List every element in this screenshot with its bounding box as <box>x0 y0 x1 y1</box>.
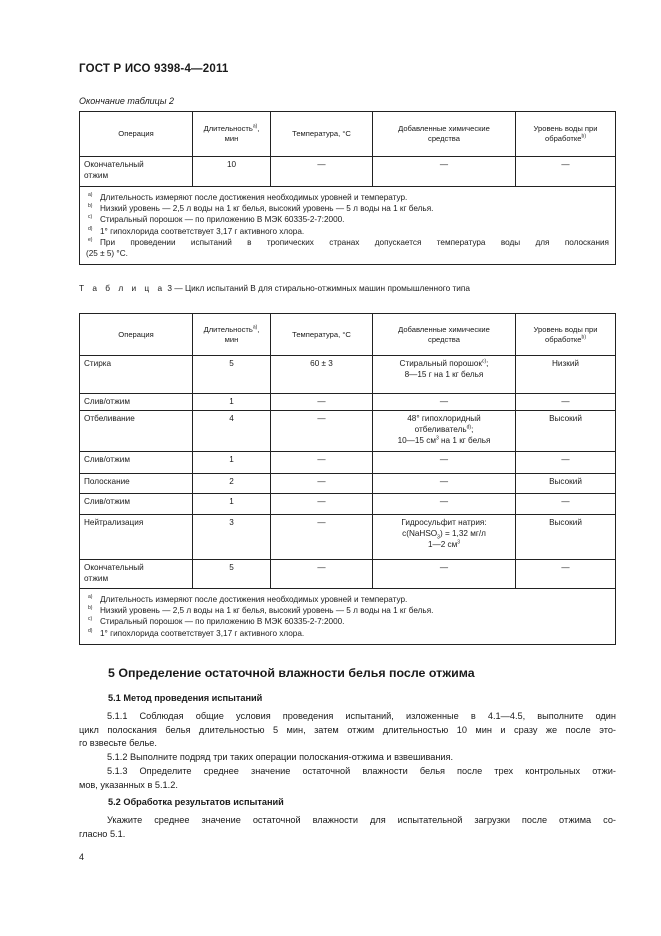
subsection-5-2-title: 5.2 Обработка результатов испытаний <box>108 797 284 807</box>
cell-temperature: 60 ± 3 <box>271 356 373 394</box>
cell-duration: 1 <box>193 452 271 474</box>
header-duration: Длительность$^{a)}$, мин <box>193 112 271 157</box>
cell-operation: Окончательный отжим <box>80 560 193 589</box>
table-row <box>80 452 616 474</box>
cell-temperature: — <box>271 394 373 411</box>
cell-operation: Отбеливание <box>80 411 193 452</box>
cell-chemicals: — <box>373 474 516 494</box>
cell-chemicals: — <box>373 157 516 187</box>
cell-temperature: — <box>271 411 373 452</box>
cell-chemicals: — <box>373 560 516 589</box>
cell-operation: Стирка <box>80 356 193 394</box>
cell-temperature: — <box>271 157 373 187</box>
footnote: b) Низкий уровень — 2,5 л воды на 1 кг белья, высокий уровень — 5 л воды на 1 кг белья. <box>88 203 434 214</box>
footnote: a) Длительность измеряют после достижения необходимых уровней и температур. <box>88 192 408 202</box>
header-duration: Длительность$^{a)}$, мин <box>193 314 271 356</box>
header-temperature: Температура, °С <box>271 314 373 356</box>
table-row <box>80 157 616 187</box>
cell-water: Высокий <box>516 515 616 560</box>
cell-duration: 2 <box>193 474 271 494</box>
cell-chemicals: — <box>373 494 516 515</box>
header-chemicals: Добавленные химические средства <box>373 112 516 157</box>
table2-footnotes-row <box>80 187 616 265</box>
section-5-title: 5 Определение остаточной влажности белья после отжима <box>108 666 475 680</box>
cell-water: Высокий <box>516 411 616 452</box>
footnote: d) 1° гипохлорида соответствует 3,17 г активного хлора. <box>88 627 305 638</box>
table-row <box>80 411 616 452</box>
cell-chemicals: Гидросульфит натрия: c(NaHSO$_3$) = 1,32 мг/л 1—2 $см^3$ <box>373 515 516 560</box>
cell-water: — <box>516 157 616 187</box>
table-row <box>80 356 616 394</box>
cell-temperature: — <box>271 494 373 515</box>
cell-operation: Слив/отжим <box>80 494 193 515</box>
cell-water: — <box>516 452 616 474</box>
cell-chemicals: 48° гипохлоридный отбеливатель$^{d)}$; 10—15 $см^3$ на 1 кг белья <box>373 411 516 452</box>
cell-operation: Нейтрализация <box>80 515 193 560</box>
cell-water: — <box>516 494 616 515</box>
cell-temperature: — <box>271 560 373 589</box>
table-row <box>80 515 616 560</box>
header-temperature: Температура, °С <box>271 112 373 157</box>
cell-duration: 1 <box>193 494 271 515</box>
table2 <box>79 111 616 265</box>
table2-footnotes <box>80 187 616 265</box>
cell-duration: 5 <box>193 356 271 394</box>
cell-water: Высокий <box>516 474 616 494</box>
header-chemicals: Добавленные химические средства <box>373 314 516 356</box>
table-row <box>80 394 616 411</box>
table2-caption: Окончание таблицы 2 <box>79 96 174 106</box>
cell-duration: 10 <box>193 157 271 187</box>
cell-temperature: — <box>271 474 373 494</box>
paragraph-5-1-2: 5.1.2 Выполните подряд три таких операции полоскания-отжима и взвешивания. <box>107 752 454 762</box>
cell-operation: Полоскание <box>80 474 193 494</box>
cell-temperature: — <box>271 452 373 474</box>
cell-temperature: — <box>271 515 373 560</box>
cell-water: Низкий <box>516 356 616 394</box>
footnote: c) Стиральный порошок — по приложению В МЭК 60335-2-7:2000. <box>88 214 345 225</box>
page-number: 4 <box>79 852 85 862</box>
paragraph-5-1-1: 5.1.1 Соблюдая общие условия проведения испытаний, изложенные в 4.1—4.5, выполните один цикл полоскания белья длительностью 5 мин, затем отжим длительностью 10 мин и сразу же после это- го взвесьте белье. <box>79 711 616 748</box>
paragraph-5-1-3: 5.1.3 Определите среднее значение остаточной влажности белья после трех контрольных отжи- мов, указанных в 5.1.2. <box>79 766 616 790</box>
table3-header-row <box>80 314 616 356</box>
subsection-5-1-title: 5.1 Метод проведения испытаний <box>108 693 263 703</box>
table-row <box>80 494 616 515</box>
cell-chemicals: — <box>373 394 516 411</box>
cell-operation: Слив/отжим <box>80 394 193 411</box>
footnote: e) При проведении испытаний в тропических странах допускается температура воды для полоскания <box>88 236 609 247</box>
cell-duration: 4 <box>193 411 271 452</box>
header-water-level: Уровень воды при обработке$^{b)}$ <box>516 112 616 157</box>
table3-footnotes <box>80 589 616 645</box>
cell-water: — <box>516 560 616 589</box>
cell-water: — <box>516 394 616 411</box>
header-water-level: Уровень воды при обработке$^{b)}$ <box>516 314 616 356</box>
footnote-continuation: (25 ± 5) °С. <box>86 249 128 259</box>
footnote: b) Низкий уровень — 2,5 л воды на 1 кг белья, высокий уровень — 5 л воды на 1 кг белья. <box>88 605 434 616</box>
footnote: d) 1° гипохлорида соответствует 3,17 г активного хлора. <box>88 225 305 236</box>
footnote: c) Стиральный порошок — по приложению В МЭК 60335-2-7:2000. <box>88 616 345 627</box>
table-row <box>80 474 616 494</box>
footnote: a) Длительность измеряют после достижения необходимых уровней и температур. <box>88 594 408 604</box>
document-title: ГОСТ Р ИСО 9398-4—2011 <box>79 63 229 75</box>
cell-duration: 1 <box>193 394 271 411</box>
cell-operation: Слив/отжим <box>80 452 193 474</box>
cell-duration: 5 <box>193 560 271 589</box>
header-operation: Операция <box>80 314 193 356</box>
table2-header-row <box>80 112 616 157</box>
paragraph-5-2: Укажите среднее значение остаточной влажности для испытательной загрузки после отжима со- гласно 5.1. <box>79 815 616 839</box>
header-operation: Операция <box>80 112 193 157</box>
cell-chemicals: — <box>373 452 516 474</box>
cell-chemicals: Стиральный порошок$^{c)}$; 8—15 г на 1 кг белья <box>373 356 516 394</box>
table3-footnotes-row <box>80 589 616 645</box>
table3 <box>79 313 616 645</box>
cell-duration: 3 <box>193 515 271 560</box>
table-row <box>80 560 616 589</box>
cell-operation: Окончательный отжим <box>80 157 193 187</box>
table3-caption: Т а б л и ц а 3 — Цикл испытаний В для стирально-отжимных машин промышленного типа <box>79 283 471 293</box>
